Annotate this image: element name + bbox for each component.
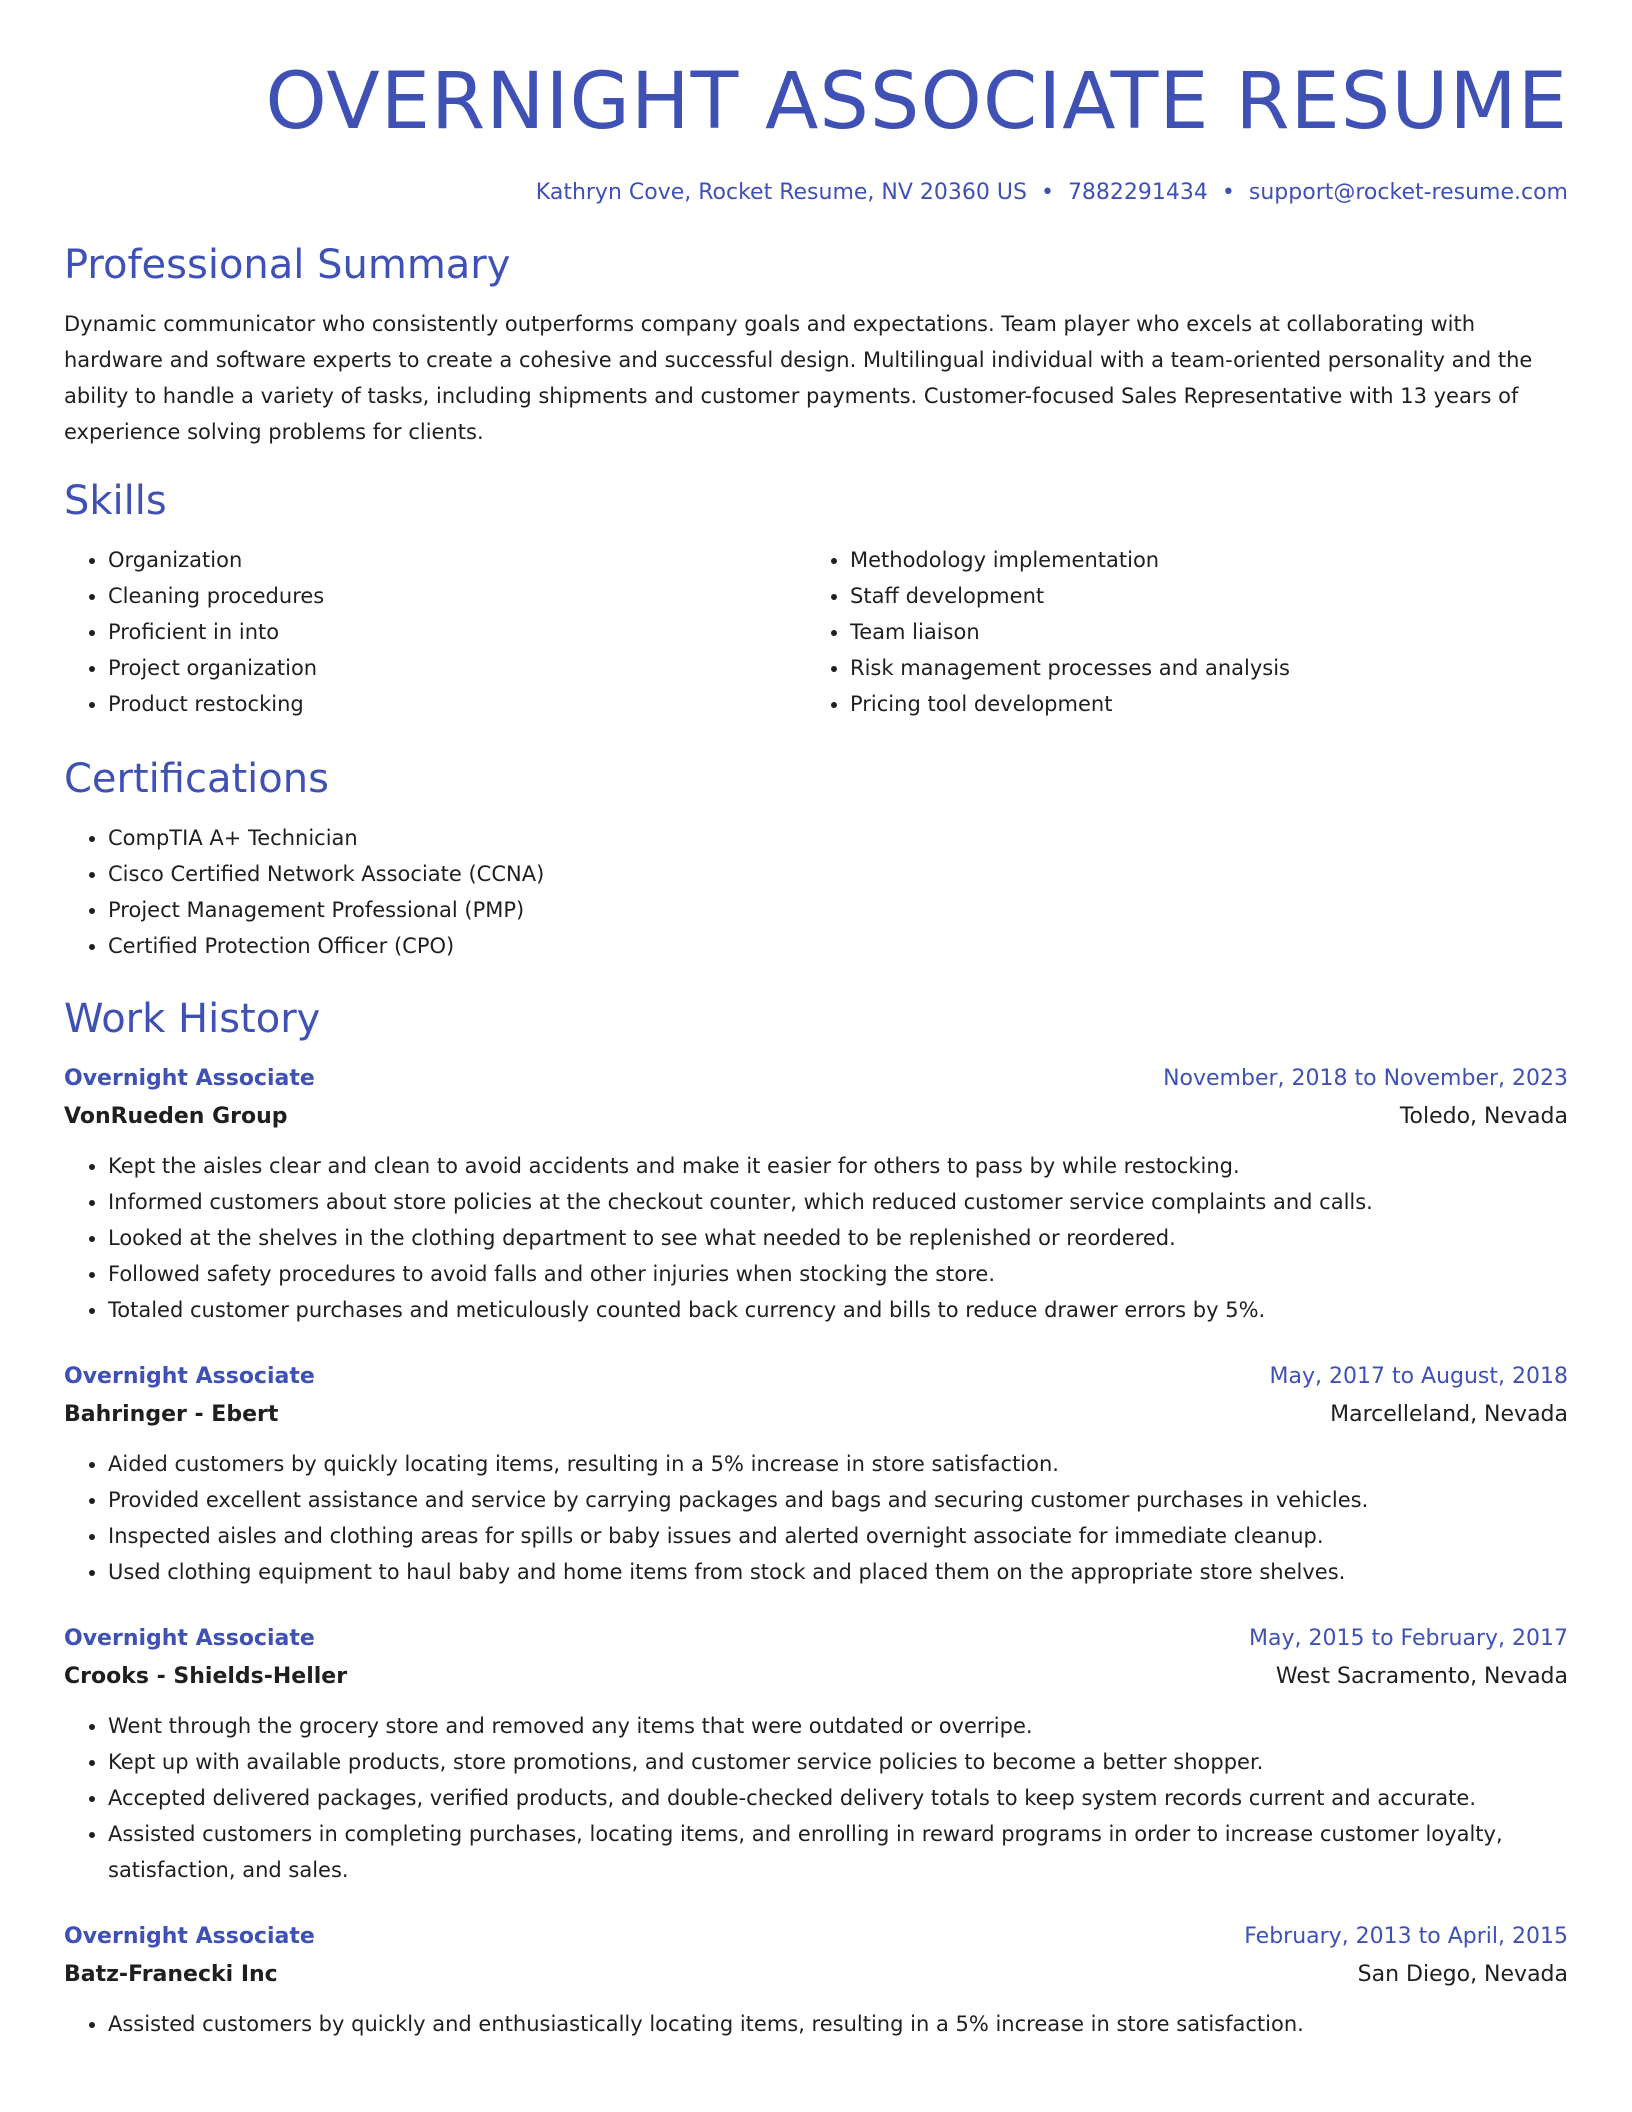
resume-page <box>64 0 1568 2042</box>
job-duty: • Kept the aisles clear and clean to avoid accidents and make it easier for others to pass by while restocking. <box>108 1148 1568 1184</box>
contact-phone: 7882291434 <box>1067 180 1208 205</box>
job-duty: • Accepted delivered packages, verified products, and double-checked delivery totals to keep system records current and accurate. <box>108 1780 1568 1816</box>
job-location: Marcelleland, Nevada <box>1330 1402 1568 1427</box>
skills-column-right <box>806 542 1548 722</box>
contact-email: support@rocket-resume.com <box>1248 180 1568 205</box>
job-location: West Sacramento, Nevada <box>1275 1664 1568 1689</box>
skill-item: • Pricing tool development <box>850 686 1548 722</box>
job-location: San Diego, Nevada <box>1357 1962 1568 1987</box>
job-title-row <box>64 1060 1568 1098</box>
contact-line <box>64 178 1568 208</box>
skill-item: • Organization <box>108 542 806 578</box>
skills-grid <box>64 542 1568 722</box>
job-entry <box>64 1918 1568 2042</box>
job-duty: • Used clothing equipment to haul baby and home items from stock and placed them on the appropriate store shelves. <box>108 1554 1568 1590</box>
job-dates: May, 2015 to February, 2017 <box>1249 1626 1568 1651</box>
job-company: Crooks - Shields-Heller <box>64 1664 348 1689</box>
job-duties-list <box>64 1148 1568 1328</box>
job-duty: • Kept up with available products, store promotions, and customer service policies to become a better shopper. <box>108 1744 1568 1780</box>
job-dates: May, 2017 to August, 2018 <box>1269 1364 1568 1389</box>
job-duty: • Went through the grocery store and removed any items that were outdated or overripe. <box>108 1708 1568 1744</box>
job-title: Overnight Associate <box>64 1066 315 1091</box>
skill-item: • Proficient in into <box>108 614 806 650</box>
job-title-row <box>64 1358 1568 1396</box>
skill-item: • Cleaning procedures <box>108 578 806 614</box>
skill-item: • Staff development <box>850 578 1548 614</box>
skills-list-left <box>64 542 806 722</box>
skills-column-left <box>64 542 806 722</box>
job-location: Toledo, Nevada <box>1399 1104 1568 1129</box>
job-title: Overnight Associate <box>64 1626 315 1651</box>
work-history-heading: Work History <box>64 996 321 1042</box>
contact-separator: • <box>1040 180 1054 205</box>
certification-item: • Certified Protection Officer (CPO) <box>108 928 1568 964</box>
contact-address: Kathryn Cove, Rocket Resume, NV 20360 US <box>535 180 1027 205</box>
skills-heading: Skills <box>64 478 167 524</box>
certification-item: • Project Management Professional (PMP) <box>108 892 1568 928</box>
certifications-list <box>64 820 1568 964</box>
resume-title: OVERNIGHT ASSOCIATE RESUME <box>265 57 1568 147</box>
job-duty: • Provided excellent assistance and service by carrying packages and bags and securing customer purchases in vehicles. <box>108 1482 1568 1518</box>
job-entry <box>64 1358 1568 1590</box>
job-company-row <box>64 1396 1568 1434</box>
job-duty: • Assisted customers by quickly and enthusiastically locating items, resulting in a 5% increase in store satisfaction. <box>108 2006 1568 2042</box>
job-company-row <box>64 1658 1568 1696</box>
job-duty: • Followed safety procedures to avoid falls and other injuries when stocking the store. <box>108 1256 1568 1292</box>
job-title-row <box>64 1620 1568 1658</box>
contact-separator: • <box>1221 180 1235 205</box>
job-entry <box>64 1620 1568 1888</box>
skill-item: • Product restocking <box>108 686 806 722</box>
job-entry <box>64 1060 1568 1328</box>
job-company-row <box>64 1956 1568 1994</box>
job-dates: February, 2013 to April, 2015 <box>1244 1924 1568 1949</box>
job-duties-list <box>64 1708 1568 1888</box>
certification-item: • CompTIA A+ Technician <box>108 820 1568 856</box>
job-duty: • Informed customers about store policies at the checkout counter, which reduced customer service complaints and calls. <box>108 1184 1568 1220</box>
summary-text: Dynamic communicator who consistently outperforms company goals and expectations. Team player who excels at collaborating with hardware and software experts to create a cohesive and successful design. Multilingual individual with a team-oriented personality and the ability to handle a variety of tasks, including shipments and customer payments. Customer-focused Sales Representative with 13 years of experience solving problems for clients. <box>64 312 1533 444</box>
job-company: Bahringer - Ebert <box>64 1402 279 1427</box>
job-company: Batz-Franecki Inc <box>64 1962 278 1987</box>
job-title-row <box>64 1918 1568 1956</box>
job-duty: • Inspected aisles and clothing areas for spills or baby issues and alerted overnight associate for immediate cleanup. <box>108 1518 1568 1554</box>
job-company-row <box>64 1098 1568 1136</box>
summary-heading: Professional Summary <box>64 242 511 288</box>
job-dates: November, 2018 to November, 2023 <box>1163 1066 1568 1091</box>
skills-list-right <box>806 542 1548 722</box>
skill-item: • Risk management processes and analysis <box>850 650 1548 686</box>
job-duty: • Assisted customers in completing purchases, locating items, and enrolling in reward programs in order to increase customer loyalty, satisfaction, and sales. <box>108 1816 1568 1888</box>
job-title: Overnight Associate <box>64 1364 315 1389</box>
skill-item: • Methodology implementation <box>850 542 1548 578</box>
job-duty: • Aided customers by quickly locating items, resulting in a 5% increase in store satisfaction. <box>108 1446 1568 1482</box>
job-company: VonRueden Group <box>64 1104 288 1129</box>
job-title: Overnight Associate <box>64 1924 315 1949</box>
job-duty: • Looked at the shelves in the clothing department to see what needed to be replenished or reordered. <box>108 1220 1568 1256</box>
job-duty: • Totaled customer purchases and meticulously counted back currency and bills to reduce drawer errors by 5%. <box>108 1292 1568 1328</box>
skill-item: • Team liaison <box>850 614 1548 650</box>
certifications-heading: Certifications <box>64 756 329 802</box>
job-duties-list <box>64 1446 1568 1590</box>
skill-item: • Project organization <box>108 650 806 686</box>
job-duties-list <box>64 2006 1568 2042</box>
certification-item: • Cisco Certified Network Associate (CCNA) <box>108 856 1568 892</box>
